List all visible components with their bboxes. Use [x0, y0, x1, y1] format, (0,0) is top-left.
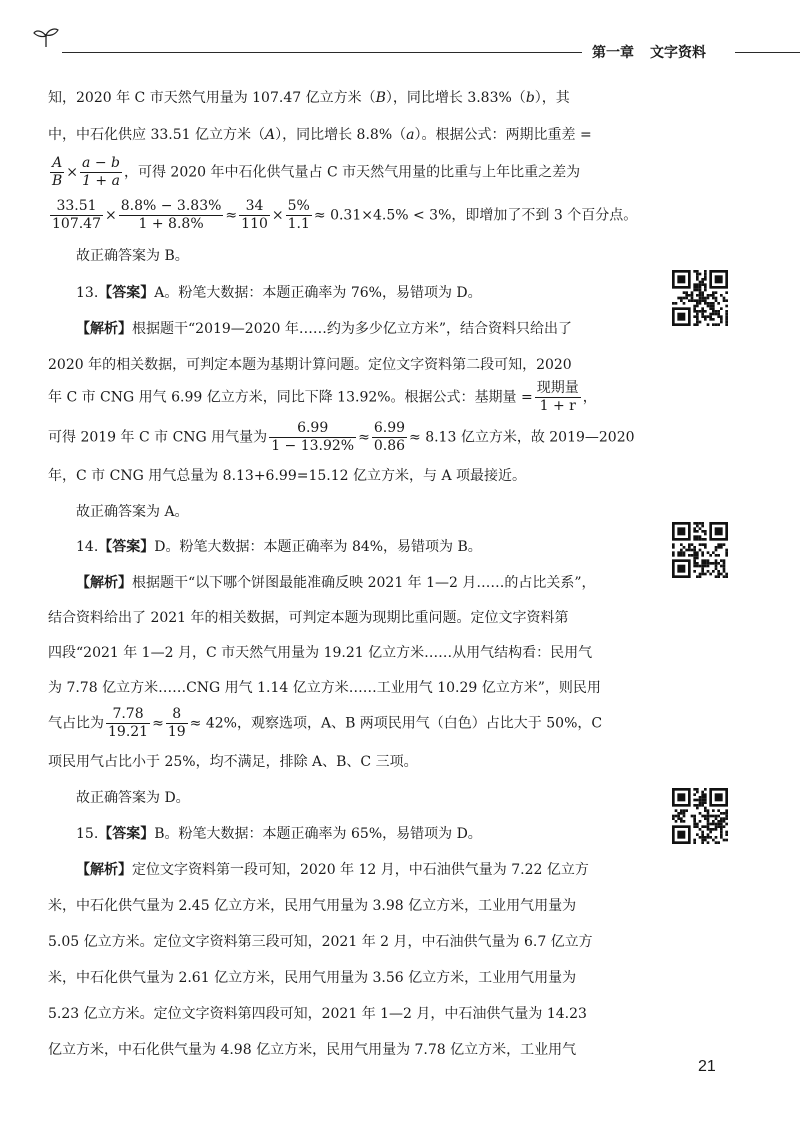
text-line: 四段“2021 年 1—2 月，C 市天然气用量为 19.21 亿立方米……从用气结构看：民用气	[48, 645, 593, 661]
text-line: 为 7.78 亿立方米……CNG 用气 1.14 亿立方米……工业用气 10.29 亿立方米”，则民用	[48, 680, 601, 696]
sprout-icon	[32, 26, 60, 48]
chapter-title	[592, 42, 706, 62]
formula-line: 年 C 市 CNG 用气 6.99 亿立方米，同比下降 13.92%。根据公式：基期量 = $\frac{\text{现期量}}{1 + r}$ ，	[48, 380, 597, 414]
fraction: $\frac{a - b}{1 + a}$	[82, 155, 120, 189]
fraction: $\frac{5\%}{1.1}$	[287, 198, 310, 232]
fraction: $\frac{33.51}{107.47}$	[52, 198, 101, 232]
formula-line: 可得 2019 年 C 市 CNG 用气量为 $\frac{6.99}{1 - 13.92\%}$ ≈ $\frac{6.99}{0.86}$ ≈ 8.13 亿立方米，故 2019—2020	[48, 420, 635, 454]
answer-conclusion: 故正确答案为 A。	[76, 504, 189, 520]
question-15-answer: 15.【答案】B。粉笔大数据：本题正确率为 65%，易错项为 D。	[76, 826, 482, 842]
text-line: 年，C 市 CNG 用气总量为 8.13+6.99=15.12 亿立方米，与 A 项最接近。	[48, 468, 527, 484]
fraction: $\frac{6.99}{1 - 13.92\%}$	[271, 420, 355, 454]
header-rule-right	[735, 52, 800, 53]
text-line: 5.05 亿立方米。定位文字资料第三段可知，2021 年 2 月，中石油供气量为 6.7 亿立方	[48, 934, 593, 950]
header-rule-left	[62, 52, 582, 53]
qr-code-icon[interactable]	[672, 270, 728, 326]
text-line: 亿立方米，中石化供气量为 4.98 亿立方米，民用气用量为 7.78 亿立方米，工业用气	[48, 1042, 577, 1058]
qr-code-icon[interactable]	[672, 522, 728, 578]
question-13-answer: 13.【答案】A。粉笔大数据：本题正确率为 76%，易错项为 D。	[76, 285, 482, 301]
text-line: 中，中石化供应 33.51 亿立方米（A），同比增长 8.8%（a）。根据公式：两期比重差 =	[48, 127, 592, 143]
text-line: 米，中石化供气量为 2.45 亿立方米，民用气用量为 3.98 亿立方米，工业用气用量为	[48, 898, 577, 914]
fraction: $\frac{\text{现期量}}{1 + r}$	[536, 380, 579, 414]
answer-conclusion: 故正确答案为 D。	[76, 790, 190, 806]
chapter-number: 第一章	[592, 45, 634, 61]
fraction: $\frac{8.8\% - 3.83\%}{1 + 8.8\%}$	[120, 198, 222, 232]
question-13-analysis: 【解析】根据题干“2019—2020 年……约为多少亿立方米”，结合资料只给出了	[76, 321, 573, 337]
text-line: 结合资料给出了 2021 年的相关数据，可判定本题为现期比重问题。定位文字资料第	[48, 610, 569, 626]
text-line: 米，中石化供气量为 2.61 亿立方米，民用气用量为 3.56 亿立方米，工业用气用量为	[48, 970, 577, 986]
text-line: 知，2020 年 C 市天然气用量为 107.47 亿立方米（B），同比增长 3.83%（b），其	[48, 90, 570, 106]
text-line: 2020 年的相关数据，可判定本题为基期计算问题。定位文字资料第二段可知，2020	[48, 357, 572, 373]
question-14-analysis: 【解析】根据题干“以下哪个饼图最能准确反映 2021 年 1—2 月……的占比关系”，	[76, 575, 596, 591]
formula-line: 气占比为 $\frac{7.78}{19.21}$ ≈ $\frac{8}{19}$ ≈ 42%，观察选项，A、B 两项民用气（白色）占比大于 50%，C	[48, 706, 603, 740]
text-line: 5.23 亿立方米。定位文字资料第四段可知，2021 年 1—2 月，中石油供气量为 14.23	[48, 1006, 587, 1022]
fraction: $\frac{6.99}{0.86}$	[373, 420, 406, 454]
formula-line: $\frac{33.51}{107.47}$ × $\frac{8.8\% - 3.83\%}{1 + 8.8\%}$ ≈ $\frac{34}{110}$ × $\frac{5\%}{1.1}$ ≈ 0.31×4.5% < 3%，即增加了不到 3 个百分点。	[52, 198, 638, 232]
section-title: 文字资料	[650, 45, 706, 61]
question-15-analysis: 【解析】定位文字资料第一段可知，2020 年 12 月，中石油供气量为 7.22 亿立方	[76, 862, 589, 878]
fraction: $\frac{34}{110}$	[241, 198, 268, 232]
text-line: 项民用气占比小于 25%，均不满足，排除 A、B、C 三项。	[48, 754, 418, 770]
fraction: $\frac{8}{19}$	[167, 706, 186, 740]
formula-line: $\frac{A}{B}$ × $\frac{a - b}{1 + a}$ ，可得 2020 年中石化供气量占 C 市天然气用量的比重与上年比重之差为	[52, 155, 581, 189]
fraction: $\frac{7.78}{19.21}$	[108, 706, 149, 740]
page-header	[0, 0, 800, 60]
page-number: 21	[698, 1058, 716, 1075]
question-14-answer: 14.【答案】D。粉笔大数据：本题正确率为 84%，易错项为 B。	[76, 539, 482, 555]
answer-conclusion: 故正确答案为 B。	[76, 248, 189, 264]
fraction: $\frac{A}{B}$	[52, 155, 63, 189]
qr-code-icon[interactable]	[672, 788, 728, 844]
